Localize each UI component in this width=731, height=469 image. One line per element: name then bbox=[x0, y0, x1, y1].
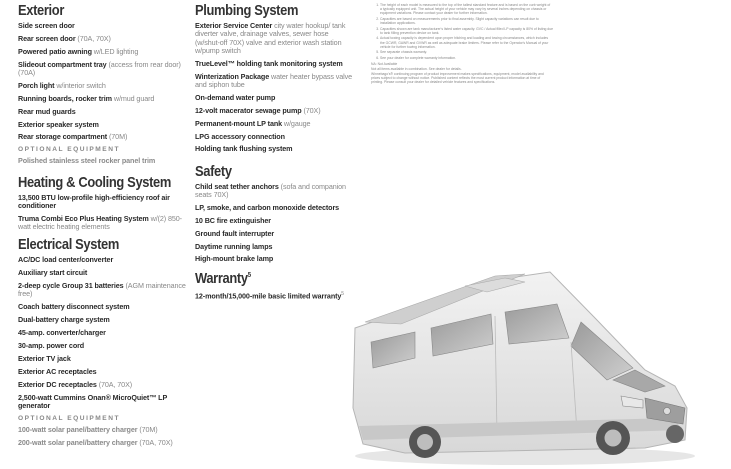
item-detail: (70M) bbox=[137, 424, 158, 434]
list-item bbox=[195, 107, 355, 115]
item-detail: w/(2) 850-watt electric heating elements bbox=[18, 213, 182, 232]
list-item bbox=[18, 22, 186, 30]
item-detail: (70A, 70X) bbox=[96, 379, 133, 389]
warranty-heading bbox=[195, 268, 333, 286]
item-label: Coach battery disconnect system bbox=[18, 302, 130, 312]
list-item bbox=[18, 368, 186, 376]
item-label: 2,500-watt Cummins Onan® MicroQuiet™ LP generator bbox=[18, 392, 168, 410]
electrical-optional-list bbox=[18, 426, 186, 447]
exterior-list bbox=[18, 22, 186, 142]
footnote-2: 2. Capacities are based on measurements prior to final assembly. Slight capacity variations can result due to installation applications. bbox=[380, 17, 553, 25]
item-label: High-mount brake lamp bbox=[195, 254, 274, 264]
item-label: Exterior DC receptacles bbox=[18, 379, 97, 389]
item-label: AC/DC load center/converter bbox=[18, 255, 114, 265]
item-label: LPG accessory connection bbox=[195, 131, 285, 141]
item-label: TrueLevel™ holding tank monitoring system bbox=[195, 58, 343, 68]
list-item bbox=[195, 230, 355, 238]
heating-heading: Heating & Cooling System bbox=[18, 173, 172, 191]
list-item bbox=[18, 256, 186, 264]
list-item bbox=[195, 204, 355, 212]
footnote-5: 5. See separate chassis warranty. bbox=[380, 50, 553, 54]
exterior-optional-list bbox=[18, 157, 186, 165]
item-detail: (70M) bbox=[107, 132, 128, 142]
item-label: 100-watt solar panel/battery charger bbox=[18, 424, 138, 434]
item-label: Exterior TV jack bbox=[18, 353, 71, 363]
item-label: Rear mud guards bbox=[18, 106, 76, 116]
item-label: Dual-battery charge system bbox=[18, 315, 110, 325]
list-item bbox=[18, 194, 186, 211]
list-item bbox=[18, 355, 186, 363]
item-detail: (AGM maintenance free) bbox=[18, 281, 186, 299]
item-label: Porch light bbox=[18, 80, 55, 90]
plumbing-list bbox=[195, 22, 355, 154]
item-label: On-demand water pump bbox=[195, 92, 276, 102]
list-item bbox=[195, 60, 355, 68]
plumbing-heading: Plumbing System bbox=[195, 2, 299, 19]
footnote-combination: Not all items available in combination. See dealer for details. bbox=[371, 66, 462, 71]
item-label: Slideout compartment tray bbox=[18, 59, 107, 69]
item-detail: w/gauge bbox=[282, 118, 311, 128]
electrical-list bbox=[18, 256, 186, 410]
item-label: 13,500 BTU low-profile high-efficiency roof air conditioner bbox=[18, 192, 170, 210]
footnotes bbox=[371, 3, 553, 86]
warranty-title: Warranty bbox=[195, 270, 248, 288]
list-item bbox=[18, 121, 186, 129]
item-label: 200-watt solar panel/battery charger bbox=[18, 437, 138, 447]
footnote-list bbox=[371, 3, 553, 60]
item-label: Exterior AC receptacles bbox=[18, 366, 97, 376]
item-label: 12-volt macerator sewage pump bbox=[195, 105, 302, 115]
list-item bbox=[195, 94, 355, 102]
item-detail: w/LED lighting bbox=[91, 46, 139, 56]
list-item bbox=[195, 120, 355, 128]
exterior-heading: Exterior bbox=[18, 2, 65, 19]
footnote-1: 1. The height of each model is measured to the top of the tallest standard feature and is based on the curb weight of a typically equipped unit. The actual height of your vehicle may vary by several inches depending on chassis or equipment variations. Please contact your dealer for further information. bbox=[380, 3, 553, 15]
list-item bbox=[18, 61, 186, 78]
list-item bbox=[18, 35, 186, 43]
list-item bbox=[18, 381, 186, 389]
list-item bbox=[195, 255, 355, 263]
list-item bbox=[18, 269, 186, 277]
list-item bbox=[195, 133, 355, 141]
item-label: Polished stainless steel rocker panel trim bbox=[18, 156, 156, 166]
item-label: 10 BC fire extinguisher bbox=[195, 215, 271, 225]
heating-list bbox=[18, 194, 186, 232]
list-item bbox=[18, 303, 186, 311]
list-item bbox=[195, 145, 355, 153]
footnote-policy: Winnebago's® continuing program of product improvement makes specifications, equipment, model availability and prices subject to change without notice. Published content reflects the most current product information at time of printing. Please consult your dealer for detailed vehicle features and specifications. bbox=[371, 72, 544, 85]
safety-list bbox=[195, 183, 355, 264]
item-label: Truma Combi Eco Plus Heating System bbox=[18, 213, 149, 223]
footnote-na: NA: Not Available bbox=[371, 61, 398, 66]
item-label: Exterior speaker system bbox=[18, 119, 99, 129]
list-item bbox=[195, 290, 355, 301]
item-label: Permanent-mount LP tank bbox=[195, 118, 283, 128]
list-item bbox=[18, 316, 186, 324]
list-item bbox=[195, 22, 355, 55]
footnote-3: 3. Capacities shown are tank manufacturer's listed water capacity. GVC / Actual filled LP capacity is 80% of listing due to tank filling prevention device on tank. bbox=[380, 27, 553, 35]
electrical-heading: Electrical System bbox=[18, 236, 120, 254]
item-label: 45-amp. converter/charger bbox=[18, 328, 106, 338]
item-label: Auxiliary start circuit bbox=[18, 268, 88, 278]
electrical-optional-heading: OPTIONAL EQUIPMENT bbox=[18, 414, 120, 422]
item-label: 12-month/15,000-mile basic limited warranty bbox=[195, 291, 342, 301]
item-label: LP, smoke, and carbon monoxide detectors bbox=[195, 202, 340, 212]
warranty-list bbox=[195, 290, 355, 301]
column-middle bbox=[195, 3, 355, 306]
item-detail: water heater bypass valve and siphon tube bbox=[195, 71, 353, 89]
list-item bbox=[195, 183, 355, 200]
item-label: Child seat tether anchors bbox=[195, 181, 279, 191]
list-item bbox=[18, 426, 186, 434]
item-label: Rear storage compartment bbox=[18, 132, 108, 142]
list-item bbox=[18, 157, 186, 165]
list-item bbox=[195, 243, 355, 251]
list-item bbox=[195, 73, 355, 90]
list-item bbox=[18, 329, 186, 337]
item-label: Rear screen door bbox=[18, 33, 76, 43]
column-left bbox=[18, 3, 186, 452]
list-item bbox=[18, 48, 186, 56]
item-label: Side screen door bbox=[18, 21, 75, 30]
item-label: Ground fault interrupter bbox=[195, 228, 275, 238]
item-label: Winterization Package bbox=[195, 71, 270, 81]
list-item bbox=[18, 108, 186, 116]
list-item bbox=[18, 394, 186, 411]
item-label: 2-deep cycle Group 31 batteries bbox=[18, 281, 124, 291]
warranty-footnote-mark: 5 bbox=[247, 272, 251, 280]
item-label: Exterior Service Center bbox=[195, 21, 273, 30]
item-detail: w/mud guard bbox=[111, 93, 155, 103]
item-detail: (70A, 70X) bbox=[137, 437, 173, 447]
item-detail: (access from rear door) (70A) bbox=[18, 59, 181, 77]
footnote-mark: 5 bbox=[341, 291, 344, 298]
exterior-optional-heading: OPTIONAL EQUIPMENT bbox=[18, 146, 120, 154]
item-label: Holding tank flushing system bbox=[195, 144, 293, 154]
camper-van-illustration bbox=[345, 258, 697, 466]
list-item bbox=[18, 282, 186, 299]
list-item bbox=[18, 215, 186, 232]
footnote-6: 6. See your dealer for complete warranty information. bbox=[380, 56, 553, 60]
item-label: Running boards, rocker trim bbox=[18, 93, 112, 103]
item-detail: (70X) bbox=[301, 105, 321, 115]
list-item bbox=[18, 82, 186, 90]
item-label: Daytime running lamps bbox=[195, 241, 273, 251]
footnote-4: 4. Actual towing capacity is dependent upon proper hitching and loading and towing circumstances, which includes the GCWR, GAWR and GVWR as well as adequate brake limiters. Please refer to the Operator's Manual of your vehicle for further towing information. bbox=[380, 36, 553, 48]
item-label: 30-amp. power cord bbox=[18, 341, 85, 351]
list-item bbox=[18, 95, 186, 103]
item-detail: w/interior switch bbox=[54, 80, 106, 90]
list-item bbox=[195, 217, 355, 225]
list-item bbox=[18, 342, 186, 350]
item-detail: city water hookup/ tank diverter valve, drainage valves, sewer hose (w/shut-off 70X) valve and exterior wash station w/pump switch bbox=[195, 21, 346, 55]
item-detail: (70A, 70X) bbox=[75, 33, 111, 43]
list-item bbox=[18, 133, 186, 141]
item-detail: (sofa and companion seats 70X) bbox=[195, 181, 346, 200]
item-label: Powered patio awning bbox=[18, 46, 92, 56]
list-item bbox=[18, 439, 186, 447]
safety-heading: Safety bbox=[195, 162, 232, 180]
